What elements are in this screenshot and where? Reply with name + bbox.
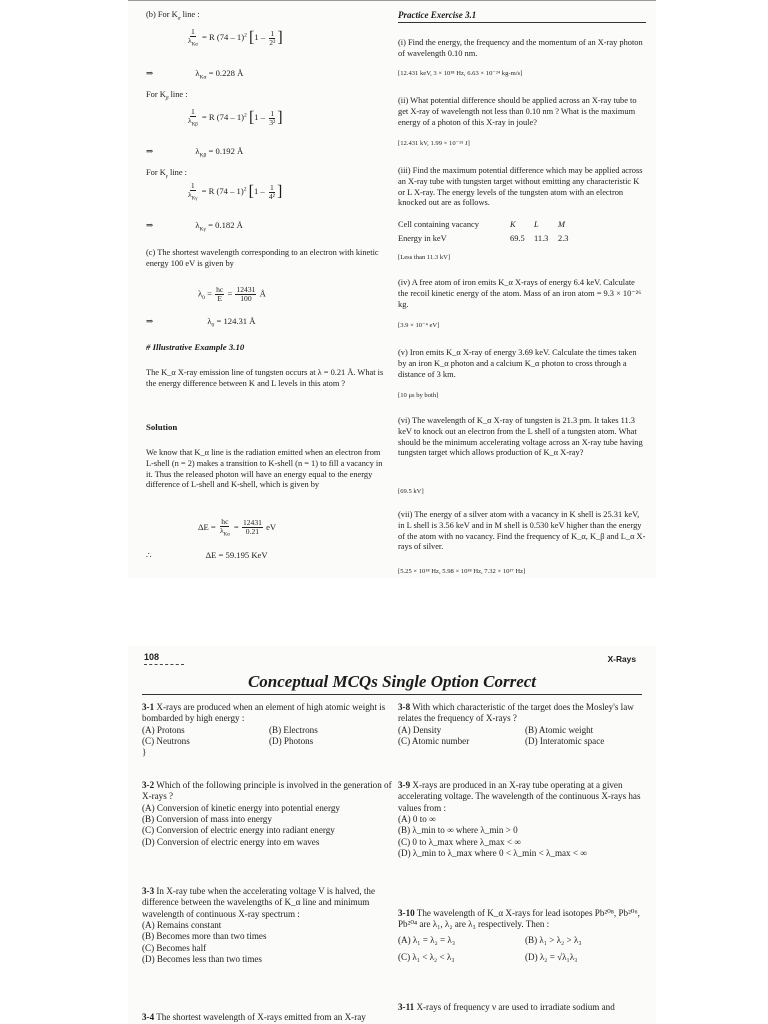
header-dashed-rule <box>144 664 184 665</box>
kbeta-heading: For $K_\beta$ line : <box>146 90 188 102</box>
question-3-11: 3-11 X-rays of frequency ν are used to irradiate sodium and <box>398 1002 615 1012</box>
textbook-page-upper <box>128 0 656 578</box>
question-3-9: 3-9 X-rays are produced in an X-ray tube operating at a given accelerating voltage. The wavelength of the continuous X-rays has values from : (A) 0 to ∞ (B) λ_min to ∞ where λ_min > 0 (C) 0 to λ_max where λ_max < ∞ (D) λ_min to λ_max where 0 < λ_min < λ_max < ∞ <box>398 780 648 860</box>
kbeta-equation: $\frac{1}{\lambda_{K\beta}}$ = R (74 – 1)$^2$ [1 – $\frac{1}{\text{3²}}$ ] <box>188 107 283 128</box>
exercise-q5: (v) Iron emits K_α X-ray of energy 3.69 keV. Calculate the times taken by an iron K_α photon and a calcium K_α photon to cross through a distance of 3 km. <box>398 348 637 379</box>
kalpha-heading: (b) For $K_\alpha$ line : <box>146 10 200 22</box>
option-c[interactable]: (C) Becomes half <box>142 942 207 953</box>
options <box>142 920 392 965</box>
page-top-rule <box>128 0 656 1</box>
options <box>142 803 392 848</box>
energy-level-table <box>398 220 646 245</box>
delta-e-result: ∴ ΔE = 59.195 KeV <box>146 550 268 560</box>
table-header-row: Cell containing vacancy K L M <box>398 220 565 229</box>
option-a[interactable]: (A) Protons <box>142 724 185 735</box>
option-c[interactable]: (C) Conversion of electric energy into radiant energy <box>142 825 335 836</box>
delta-e-equation: ΔE = $\frac{hc}{\lambda_{K\alpha}}$ = $\frac{12431}{0.21}$ eV <box>198 517 277 538</box>
exercise-a2: [12.431 kV, 1.99 × 10⁻¹⁵ J] <box>398 140 470 147</box>
question-3-4: 3-4 The shortest wavelength of X-rays emitted from an X-ray <box>142 1012 366 1022</box>
option-d[interactable]: (D) Photons <box>269 736 314 747</box>
option-b[interactable]: (B) Electrons <box>269 724 318 735</box>
exercise-a7: [5.25 × 10¹⁸ Hz, 5.98 × 10¹⁸ Hz, 7.32 × 10¹⁷ Hz] <box>398 568 526 575</box>
exercise-a6: [69.5 kV] <box>398 488 424 495</box>
section-name: X-Rays <box>607 654 636 664</box>
options <box>142 725 392 748</box>
options <box>398 725 648 748</box>
exercise-q1: (i) Find the energy, the frequency and the momentum of an X-ray photon of wavelength 0.10 nm. <box>398 38 643 58</box>
illustrative-example-text: The K_α X-ray emission line of tungsten occurs at λ = 0.21 Å. What is the energy difference between K and L levels in this atom ? <box>146 368 384 388</box>
option-a[interactable]: (A) Remains constant <box>142 920 222 931</box>
kgamma-result: ⇒ $\lambda_{K\gamma} = 0.182$ Å <box>146 220 243 233</box>
exercise-q7: (vii) The energy of a silver atom with a vacancy in K shell is 25.31 keV, in L shell is 3.56 keV and in M shell is 0.530 keV higher than the energy of the atom with no vacancy. Find the frequency of K_α, K_β and L_α X-rays of silver. <box>398 510 646 552</box>
option-d[interactable]: (D) λ_min to λ_max where 0 < λ_min < λ_max < ∞ <box>398 848 587 859</box>
question-3-3: 3-3 In X-ray tube when the accelerating voltage V is halved, the difference between the wavelengths of K_α line and minimum wavelength of continuous X-ray spectrum : (A) Remains constant (B) Becomes more than two times (C) Becomes half (D) Becomes less than two times <box>142 886 392 966</box>
exercise-q6: (vi) The wavelength of K_α X-ray of tungsten is 21.3 pm. It takes 11.3 keV to knock out an electron from the L shell of a tungsten atom. What should be the minimum accelerating voltage across an X-ray tube having tungsten target which allows production of K_α X-ray? <box>398 416 643 458</box>
exercise-a5: [10 μs by both] <box>398 392 439 399</box>
kgamma-equation: $\frac{1}{\lambda_{K\gamma}}$ = R (74 – 1)$^2$ [1 – $\frac{1}{\text{4²}}$ ] <box>188 181 283 202</box>
exercise-a4: [3.9 × 10⁻⁴ eV] <box>398 322 440 329</box>
exercise-q2: (ii) What potential difference should be applied across an X-ray tube to get X-ray of wavelength not less than 0.10 nm ? What is the maximum energy of a photon of this X-ray in joule? <box>398 96 637 127</box>
question-3-1: 3-1 X-rays are produced when an element of high atomic weight is bombarded by high energy : (A) Protons (B) Electrons (C) Neutrons (D) Photons } <box>142 702 392 759</box>
option-d[interactable]: (D) λ₂ = √λ₁λ₃ <box>525 952 578 963</box>
exercise-q3: (iii) Find the maximum potential difference which may be applied across an X-ray tube with tungsten target without emitting any characteristic K or L X-ray. The energy levels of the tungsten atom with an electron knocked out are as follows. <box>398 166 643 208</box>
title-rule <box>398 22 646 23</box>
option-c[interactable]: (C) 0 to λ_max where λ_max < ∞ <box>398 836 521 847</box>
options <box>398 814 648 859</box>
option-a[interactable]: (A) Density <box>398 724 442 735</box>
option-a[interactable]: (A) Conversion of kinetic energy into potential energy <box>142 802 340 813</box>
question-3-2: 3-2 Which of the following principle is involved in the generation of X-rays ? (A) Conversion of kinetic energy into potential energy (B) Conversion of mass into energy (C) Conversion of electric energy into radiant energy (D) Conversion of electric energy into em waves <box>142 780 392 847</box>
illustrative-example-title: # Illustrative Example 3.10 <box>146 342 245 352</box>
kalpha-equation: $\frac{1}{\lambda_{K\alpha}}$ = R (74 – 1)$^2$ [1 – $\frac{1}{\text{2²}}$ ] <box>188 27 283 48</box>
option-b[interactable]: (B) λ_min to ∞ where λ_min > 0 <box>398 825 518 836</box>
part-c-text: (c) The shortest wavelength corresponding to an electron with kinetic energy 100 eV is given by <box>146 248 379 268</box>
option-b[interactable]: (B) Atomic weight <box>525 724 594 735</box>
option-c[interactable]: (C) Atomic number <box>398 736 470 747</box>
kbeta-result: ⇒ $\lambda_{K\beta} = 0.192$ Å <box>146 146 244 159</box>
heading-rule <box>142 694 642 695</box>
kalpha-result: ⇒ $\lambda_{K\alpha} = 0.228$ Å <box>146 68 244 81</box>
solution-text: We know that K_α line is the radiation emitted when an electron from L-shell (n = 2) makes a transition to K-shell (n = 1) to fill a vacancy in it. Thus the released photon will have an energy equal to the energy difference of L-shell and K-shell, which is given by <box>146 448 383 490</box>
option-d[interactable]: (D) Conversion of electric energy into em waves <box>142 836 320 847</box>
mcq-heading: Conceptual MCQs Single Option Correct <box>247 672 537 691</box>
option-b[interactable]: (B) Conversion of mass into energy <box>142 814 272 825</box>
options <box>398 935 648 964</box>
option-d[interactable]: (D) Interatomic space <box>525 736 605 747</box>
option-a[interactable]: (A) 0 to ∞ <box>398 814 436 825</box>
textbook-page-lower <box>128 646 656 1024</box>
solution-label: Solution <box>146 422 178 432</box>
option-c[interactable]: (C) λ₁ < λ₂ < λ₃ <box>398 952 455 963</box>
option-c[interactable]: (C) Neutrons <box>142 736 190 747</box>
table-value-row: Energy in keV 69.5 11.3 2.3 <box>398 233 569 243</box>
kgamma-heading: For $K_\gamma$ line : <box>146 168 188 180</box>
option-a[interactable]: (A) λ₁ = λ₂ = λ₃ <box>398 934 455 945</box>
option-d[interactable]: (D) Becomes less than two times <box>142 954 262 965</box>
page-number: 108 <box>144 652 160 662</box>
exercise-a1: [12.431 keV, 3 × 10¹⁸ Hz, 6.63 × 10⁻²⁴ kg-m/s] <box>398 70 523 77</box>
part-c-equation: $\lambda_0$ = $\frac{hc}{E}$ = $\frac{12431}{100}$ Å <box>198 285 266 303</box>
question-3-10: 3-10 The wavelength of K_α X-rays for lead isotopes Pb²⁰⁸, Pb²⁰⁶, Pb²⁰⁴ are λ₁, λ₂ are λ₃ respectively. Then : (A) λ₁ = λ₂ = λ₃ (B) λ₁ > λ₂ > λ₃ (C) λ₁ < λ₂ < λ₃ (D) λ₂ = √λ₁λ₃ <box>398 908 648 963</box>
exercise-a3: [Less than 11.3 kV] <box>398 254 451 261</box>
exercise-q4: (iv) A free atom of iron emits K_α X-rays of energy 6.4 keV. Calculate the recoil kinetic energy of the atom. Mass of an iron atom = 9.3 × 10⁻²⁶ kg. <box>398 278 642 309</box>
part-c-result: ⇒ $\lambda_0 = 124.31$ Å <box>146 316 256 329</box>
practice-exercise-title: Practice Exercise 3.1 <box>398 10 477 20</box>
option-b[interactable]: (B) Becomes more than two times <box>142 931 267 942</box>
question-3-8: 3-8 With which characteristic of the target does the Mosley's law relates the frequency of X-rays ? (A) Density (B) Atomic weight (C) Atomic number (D) Interatomic space <box>398 702 648 747</box>
option-b[interactable]: (B) λ₁ > λ₂ > λ₃ <box>525 934 582 945</box>
